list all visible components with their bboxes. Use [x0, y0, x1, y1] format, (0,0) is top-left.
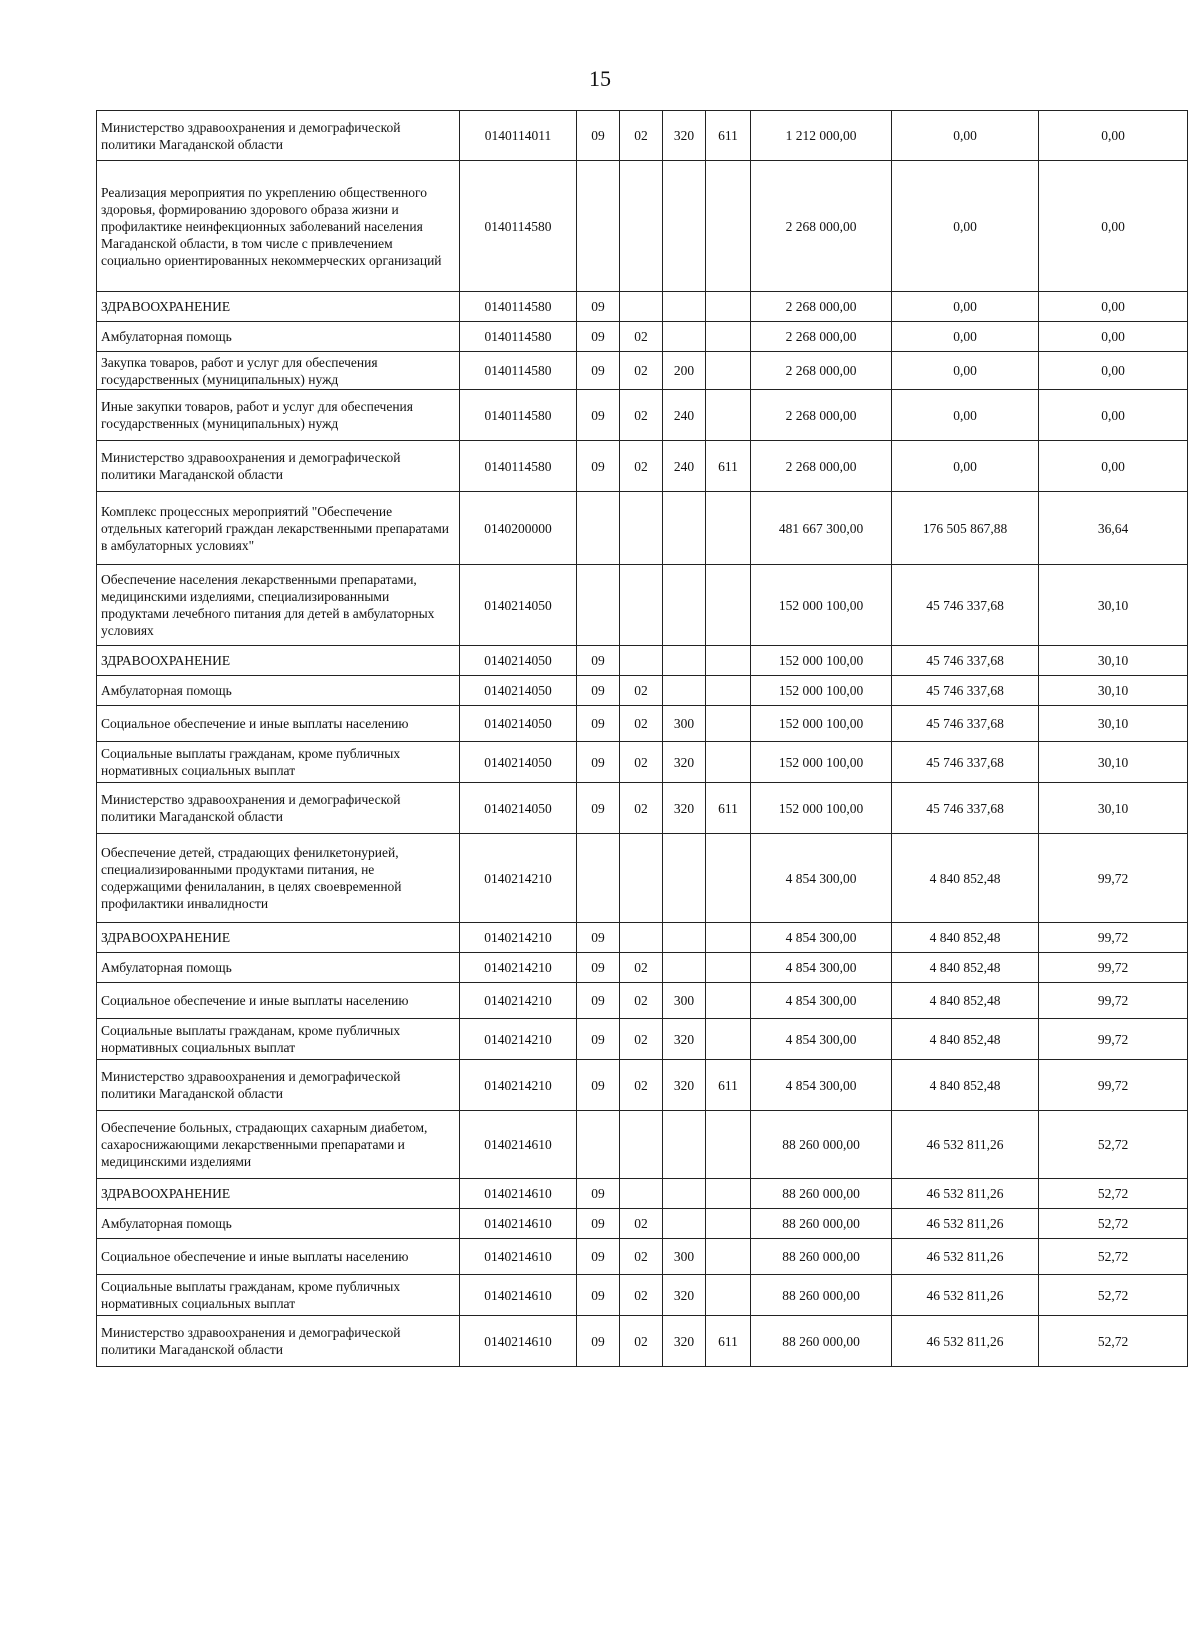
row-actual-amount: 45 746 337,68 — [892, 676, 1039, 706]
row-actual-amount: 46 532 811,26 — [892, 1316, 1039, 1367]
table-row — [97, 352, 1188, 390]
row-actual-amount: 0,00 — [892, 441, 1039, 492]
row-administrator-code — [706, 676, 751, 706]
row-planned-amount: 4 854 300,00 — [751, 983, 892, 1019]
row-administrator-code — [706, 834, 751, 923]
row-expense-type-code: 320 — [663, 1019, 706, 1060]
row-administrator-code — [706, 1111, 751, 1179]
row-execution-percent: 30,10 — [1039, 676, 1188, 706]
row-subsection-code: 02 — [620, 111, 663, 161]
row-name: Социальные выплаты гражданам, кроме публичных нормативных социальных выплат — [97, 1275, 460, 1316]
row-section-code: 09 — [577, 390, 620, 441]
row-target-code: 0140200000 — [460, 492, 577, 565]
row-planned-amount: 88 260 000,00 — [751, 1209, 892, 1239]
table-row — [97, 1239, 1188, 1275]
row-actual-amount: 0,00 — [892, 292, 1039, 322]
table-row — [97, 983, 1188, 1019]
row-name: ЗДРАВООХРАНЕНИЕ — [97, 1179, 460, 1209]
row-execution-percent: 99,72 — [1039, 1060, 1188, 1111]
row-target-code: 0140214210 — [460, 1019, 577, 1060]
row-section-code: 09 — [577, 1019, 620, 1060]
row-target-code: 0140114580 — [460, 352, 577, 390]
row-planned-amount: 481 667 300,00 — [751, 492, 892, 565]
row-subsection-code — [620, 834, 663, 923]
row-planned-amount: 2 268 000,00 — [751, 441, 892, 492]
table-row — [97, 161, 1188, 292]
row-execution-percent: 99,72 — [1039, 953, 1188, 983]
row-target-code: 0140114580 — [460, 390, 577, 441]
row-subsection-code — [620, 161, 663, 292]
row-section-code: 09 — [577, 292, 620, 322]
row-name: Закупка товаров, работ и услуг для обеспечения государственных (муниципальных) нужд — [97, 352, 460, 390]
row-administrator-code — [706, 1179, 751, 1209]
row-administrator-code — [706, 161, 751, 292]
row-expense-type-code — [663, 292, 706, 322]
row-actual-amount: 0,00 — [892, 322, 1039, 352]
row-execution-percent: 36,64 — [1039, 492, 1188, 565]
row-expense-type-code — [663, 1111, 706, 1179]
row-subsection-code: 02 — [620, 1019, 663, 1060]
row-expense-type-code: 200 — [663, 352, 706, 390]
row-name: Амбулаторная помощь — [97, 676, 460, 706]
table-body — [97, 111, 1188, 1367]
row-actual-amount: 46 532 811,26 — [892, 1111, 1039, 1179]
row-execution-percent: 52,72 — [1039, 1316, 1188, 1367]
row-actual-amount: 45 746 337,68 — [892, 706, 1039, 742]
row-name: ЗДРАВООХРАНЕНИЕ — [97, 646, 460, 676]
row-section-code: 09 — [577, 1239, 620, 1275]
row-planned-amount: 152 000 100,00 — [751, 565, 892, 646]
row-planned-amount: 2 268 000,00 — [751, 322, 892, 352]
row-planned-amount: 1 212 000,00 — [751, 111, 892, 161]
row-administrator-code — [706, 742, 751, 783]
row-subsection-code — [620, 1111, 663, 1179]
row-planned-amount: 2 268 000,00 — [751, 352, 892, 390]
row-expense-type-code: 300 — [663, 1239, 706, 1275]
table-row — [97, 1019, 1188, 1060]
row-section-code: 09 — [577, 923, 620, 953]
row-actual-amount: 46 532 811,26 — [892, 1239, 1039, 1275]
row-actual-amount: 46 532 811,26 — [892, 1209, 1039, 1239]
budget-table — [96, 110, 1188, 1367]
row-name: ЗДРАВООХРАНЕНИЕ — [97, 292, 460, 322]
row-administrator-code: 611 — [706, 783, 751, 834]
row-expense-type-code — [663, 322, 706, 352]
table-row — [97, 322, 1188, 352]
row-target-code: 0140214210 — [460, 953, 577, 983]
row-actual-amount: 0,00 — [892, 352, 1039, 390]
row-target-code: 0140114011 — [460, 111, 577, 161]
row-subsection-code — [620, 1179, 663, 1209]
row-target-code: 0140214610 — [460, 1316, 577, 1367]
table-row — [97, 834, 1188, 923]
row-expense-type-code — [663, 646, 706, 676]
row-expense-type-code — [663, 834, 706, 923]
row-name: Социальное обеспечение и иные выплаты населению — [97, 1239, 460, 1275]
row-section-code: 09 — [577, 953, 620, 983]
table-row — [97, 923, 1188, 953]
row-section-code: 09 — [577, 742, 620, 783]
row-section-code — [577, 161, 620, 292]
row-execution-percent: 30,10 — [1039, 565, 1188, 646]
table-row — [97, 390, 1188, 441]
row-actual-amount: 4 840 852,48 — [892, 983, 1039, 1019]
row-subsection-code: 02 — [620, 441, 663, 492]
row-expense-type-code: 300 — [663, 983, 706, 1019]
row-planned-amount: 2 268 000,00 — [751, 292, 892, 322]
row-execution-percent: 0,00 — [1039, 322, 1188, 352]
row-administrator-code — [706, 953, 751, 983]
row-expense-type-code: 320 — [663, 1316, 706, 1367]
row-section-code: 09 — [577, 783, 620, 834]
row-administrator-code — [706, 923, 751, 953]
row-subsection-code: 02 — [620, 322, 663, 352]
row-execution-percent: 99,72 — [1039, 983, 1188, 1019]
row-execution-percent: 30,10 — [1039, 646, 1188, 676]
row-administrator-code: 611 — [706, 1316, 751, 1367]
row-target-code: 0140214050 — [460, 783, 577, 834]
row-execution-percent: 0,00 — [1039, 292, 1188, 322]
row-expense-type-code — [663, 676, 706, 706]
row-administrator-code — [706, 1239, 751, 1275]
row-section-code — [577, 834, 620, 923]
row-administrator-code — [706, 322, 751, 352]
row-target-code: 0140214210 — [460, 983, 577, 1019]
row-name: Обеспечение больных, страдающих сахарным диабетом, сахароснижающими лекарственными препаратами и медицинскими изделиями — [97, 1111, 460, 1179]
row-name: Амбулаторная помощь — [97, 1209, 460, 1239]
row-planned-amount: 152 000 100,00 — [751, 706, 892, 742]
row-planned-amount: 152 000 100,00 — [751, 646, 892, 676]
row-administrator-code — [706, 646, 751, 676]
row-execution-percent: 0,00 — [1039, 390, 1188, 441]
row-section-code — [577, 492, 620, 565]
row-actual-amount: 4 840 852,48 — [892, 923, 1039, 953]
row-execution-percent: 99,72 — [1039, 923, 1188, 953]
row-target-code: 0140214210 — [460, 1060, 577, 1111]
row-expense-type-code: 320 — [663, 1275, 706, 1316]
table-row — [97, 441, 1188, 492]
row-planned-amount: 152 000 100,00 — [751, 676, 892, 706]
row-planned-amount: 152 000 100,00 — [751, 742, 892, 783]
row-execution-percent: 52,72 — [1039, 1239, 1188, 1275]
row-administrator-code — [706, 1209, 751, 1239]
row-actual-amount: 0,00 — [892, 390, 1039, 441]
row-administrator-code: 611 — [706, 441, 751, 492]
row-section-code: 09 — [577, 111, 620, 161]
table-row — [97, 646, 1188, 676]
row-section-code: 09 — [577, 1179, 620, 1209]
row-subsection-code — [620, 923, 663, 953]
row-administrator-code — [706, 352, 751, 390]
row-name: Министерство здравоохранения и демографической политики Магаданской области — [97, 441, 460, 492]
row-name: Обеспечение населения лекарственными препаратами, медицинскими изделиями, специализированными продуктами лечебного питания для детей в амбулаторных условиях — [97, 565, 460, 646]
row-target-code: 0140114580 — [460, 322, 577, 352]
row-subsection-code — [620, 646, 663, 676]
row-planned-amount: 88 260 000,00 — [751, 1316, 892, 1367]
row-target-code: 0140214610 — [460, 1179, 577, 1209]
row-target-code: 0140214210 — [460, 834, 577, 923]
row-administrator-code — [706, 565, 751, 646]
row-actual-amount: 4 840 852,48 — [892, 1060, 1039, 1111]
table-row — [97, 111, 1188, 161]
row-execution-percent: 52,72 — [1039, 1111, 1188, 1179]
row-expense-type-code — [663, 923, 706, 953]
row-section-code: 09 — [577, 322, 620, 352]
row-expense-type-code: 240 — [663, 390, 706, 441]
row-actual-amount: 0,00 — [892, 161, 1039, 292]
table-row — [97, 492, 1188, 565]
row-section-code: 09 — [577, 352, 620, 390]
row-name: Амбулаторная помощь — [97, 322, 460, 352]
row-planned-amount: 88 260 000,00 — [751, 1179, 892, 1209]
row-subsection-code: 02 — [620, 783, 663, 834]
row-target-code: 0140114580 — [460, 292, 577, 322]
row-execution-percent: 99,72 — [1039, 834, 1188, 923]
row-planned-amount: 4 854 300,00 — [751, 834, 892, 923]
row-execution-percent: 99,72 — [1039, 1019, 1188, 1060]
row-target-code: 0140214050 — [460, 742, 577, 783]
row-section-code: 09 — [577, 1316, 620, 1367]
row-expense-type-code: 240 — [663, 441, 706, 492]
row-section-code: 09 — [577, 983, 620, 1019]
row-actual-amount: 4 840 852,48 — [892, 834, 1039, 923]
row-expense-type-code — [663, 565, 706, 646]
table-row — [97, 565, 1188, 646]
row-subsection-code — [620, 292, 663, 322]
row-administrator-code: 611 — [706, 111, 751, 161]
row-actual-amount: 46 532 811,26 — [892, 1275, 1039, 1316]
row-actual-amount: 45 746 337,68 — [892, 742, 1039, 783]
row-execution-percent: 0,00 — [1039, 352, 1188, 390]
row-subsection-code: 02 — [620, 742, 663, 783]
row-subsection-code: 02 — [620, 983, 663, 1019]
row-subsection-code: 02 — [620, 1275, 663, 1316]
row-name: Иные закупки товаров, работ и услуг для обеспечения государственных (муниципальных) нужд — [97, 390, 460, 441]
row-subsection-code: 02 — [620, 1209, 663, 1239]
row-expense-type-code: 320 — [663, 742, 706, 783]
row-administrator-code — [706, 1019, 751, 1060]
row-administrator-code — [706, 390, 751, 441]
row-target-code: 0140214610 — [460, 1239, 577, 1275]
row-section-code: 09 — [577, 1060, 620, 1111]
row-planned-amount: 4 854 300,00 — [751, 1019, 892, 1060]
row-administrator-code: 611 — [706, 1060, 751, 1111]
row-execution-percent: 0,00 — [1039, 161, 1188, 292]
table-row — [97, 1209, 1188, 1239]
row-target-code: 0140214050 — [460, 565, 577, 646]
row-expense-type-code — [663, 1179, 706, 1209]
row-planned-amount: 2 268 000,00 — [751, 161, 892, 292]
table-row — [97, 676, 1188, 706]
row-subsection-code: 02 — [620, 676, 663, 706]
row-name: Амбулаторная помощь — [97, 953, 460, 983]
table-row — [97, 1179, 1188, 1209]
row-subsection-code: 02 — [620, 352, 663, 390]
row-target-code: 0140214050 — [460, 706, 577, 742]
row-execution-percent: 30,10 — [1039, 742, 1188, 783]
row-target-code: 0140214210 — [460, 923, 577, 953]
row-subsection-code: 02 — [620, 953, 663, 983]
row-subsection-code: 02 — [620, 1239, 663, 1275]
row-planned-amount: 4 854 300,00 — [751, 1060, 892, 1111]
row-execution-percent: 52,72 — [1039, 1179, 1188, 1209]
row-planned-amount: 4 854 300,00 — [751, 953, 892, 983]
table-row — [97, 953, 1188, 983]
row-section-code — [577, 565, 620, 646]
row-target-code: 0140214610 — [460, 1209, 577, 1239]
row-section-code: 09 — [577, 706, 620, 742]
row-subsection-code: 02 — [620, 390, 663, 441]
row-administrator-code — [706, 492, 751, 565]
row-planned-amount: 4 854 300,00 — [751, 923, 892, 953]
row-name: ЗДРАВООХРАНЕНИЕ — [97, 923, 460, 953]
row-section-code: 09 — [577, 1275, 620, 1316]
row-name: Социальные выплаты гражданам, кроме публичных нормативных социальных выплат — [97, 1019, 460, 1060]
table-row — [97, 1111, 1188, 1179]
row-name: Министерство здравоохранения и демографической политики Магаданской области — [97, 783, 460, 834]
row-actual-amount: 4 840 852,48 — [892, 953, 1039, 983]
row-actual-amount: 45 746 337,68 — [892, 783, 1039, 834]
row-planned-amount: 88 260 000,00 — [751, 1239, 892, 1275]
row-name: Комплекс процессных мероприятий "Обеспечение отдельных категорий граждан лекарственными препаратами в амбулаторных условиях" — [97, 492, 460, 565]
row-actual-amount: 176 505 867,88 — [892, 492, 1039, 565]
row-administrator-code — [706, 1275, 751, 1316]
row-execution-percent: 30,10 — [1039, 706, 1188, 742]
row-expense-type-code: 300 — [663, 706, 706, 742]
row-name: Министерство здравоохранения и демографической политики Магаданской области — [97, 111, 460, 161]
row-execution-percent: 0,00 — [1039, 441, 1188, 492]
row-subsection-code: 02 — [620, 706, 663, 742]
row-target-code: 0140214050 — [460, 676, 577, 706]
row-section-code: 09 — [577, 1209, 620, 1239]
row-actual-amount: 0,00 — [892, 111, 1039, 161]
row-target-code: 0140214050 — [460, 646, 577, 676]
row-administrator-code — [706, 983, 751, 1019]
row-expense-type-code: 320 — [663, 1060, 706, 1111]
row-execution-percent: 0,00 — [1039, 111, 1188, 161]
table-row — [97, 742, 1188, 783]
row-execution-percent: 30,10 — [1039, 783, 1188, 834]
row-target-code: 0140114580 — [460, 161, 577, 292]
row-expense-type-code — [663, 492, 706, 565]
row-expense-type-code — [663, 953, 706, 983]
row-subsection-code — [620, 565, 663, 646]
row-target-code: 0140114580 — [460, 441, 577, 492]
row-planned-amount: 152 000 100,00 — [751, 783, 892, 834]
row-target-code: 0140214610 — [460, 1111, 577, 1179]
row-name: Обеспечение детей, страдающих фенилкетонурией, специализированными продуктами питания, не содержащими фенилаланин, в целях своевременной профилактики инвалидности — [97, 834, 460, 923]
table-row — [97, 1275, 1188, 1316]
table-row — [97, 1060, 1188, 1111]
row-subsection-code: 02 — [620, 1316, 663, 1367]
row-target-code: 0140214610 — [460, 1275, 577, 1316]
row-name: Социальное обеспечение и иные выплаты населению — [97, 706, 460, 742]
row-expense-type-code — [663, 1209, 706, 1239]
row-name: Социальные выплаты гражданам, кроме публичных нормативных социальных выплат — [97, 742, 460, 783]
page-number: 15 — [589, 66, 611, 91]
row-name: Министерство здравоохранения и демографической политики Магаданской области — [97, 1316, 460, 1367]
row-planned-amount: 88 260 000,00 — [751, 1275, 892, 1316]
row-planned-amount: 2 268 000,00 — [751, 390, 892, 441]
row-planned-amount: 88 260 000,00 — [751, 1111, 892, 1179]
table-row — [97, 1316, 1188, 1367]
table-row — [97, 783, 1188, 834]
row-subsection-code — [620, 492, 663, 565]
row-section-code: 09 — [577, 441, 620, 492]
row-name: Реализация мероприятия по укреплению общественного здоровья, формированию здорового образа жизни и профилактике неинфекционных заболеваний населения Магаданской области, в том числе с привлечением социально ориентированных некоммерческих организаций — [97, 161, 460, 292]
row-expense-type-code — [663, 161, 706, 292]
row-name: Министерство здравоохранения и демографической политики Магаданской области — [97, 1060, 460, 1111]
row-expense-type-code: 320 — [663, 111, 706, 161]
row-name: Социальное обеспечение и иные выплаты населению — [97, 983, 460, 1019]
row-administrator-code — [706, 706, 751, 742]
row-section-code: 09 — [577, 676, 620, 706]
table-row — [97, 292, 1188, 322]
row-section-code — [577, 1111, 620, 1179]
row-actual-amount: 46 532 811,26 — [892, 1179, 1039, 1209]
row-administrator-code — [706, 292, 751, 322]
row-subsection-code: 02 — [620, 1060, 663, 1111]
row-actual-amount: 45 746 337,68 — [892, 646, 1039, 676]
row-actual-amount: 45 746 337,68 — [892, 565, 1039, 646]
row-section-code: 09 — [577, 646, 620, 676]
row-actual-amount: 4 840 852,48 — [892, 1019, 1039, 1060]
row-expense-type-code: 320 — [663, 783, 706, 834]
row-execution-percent: 52,72 — [1039, 1275, 1188, 1316]
row-execution-percent: 52,72 — [1039, 1209, 1188, 1239]
table-row — [97, 706, 1188, 742]
